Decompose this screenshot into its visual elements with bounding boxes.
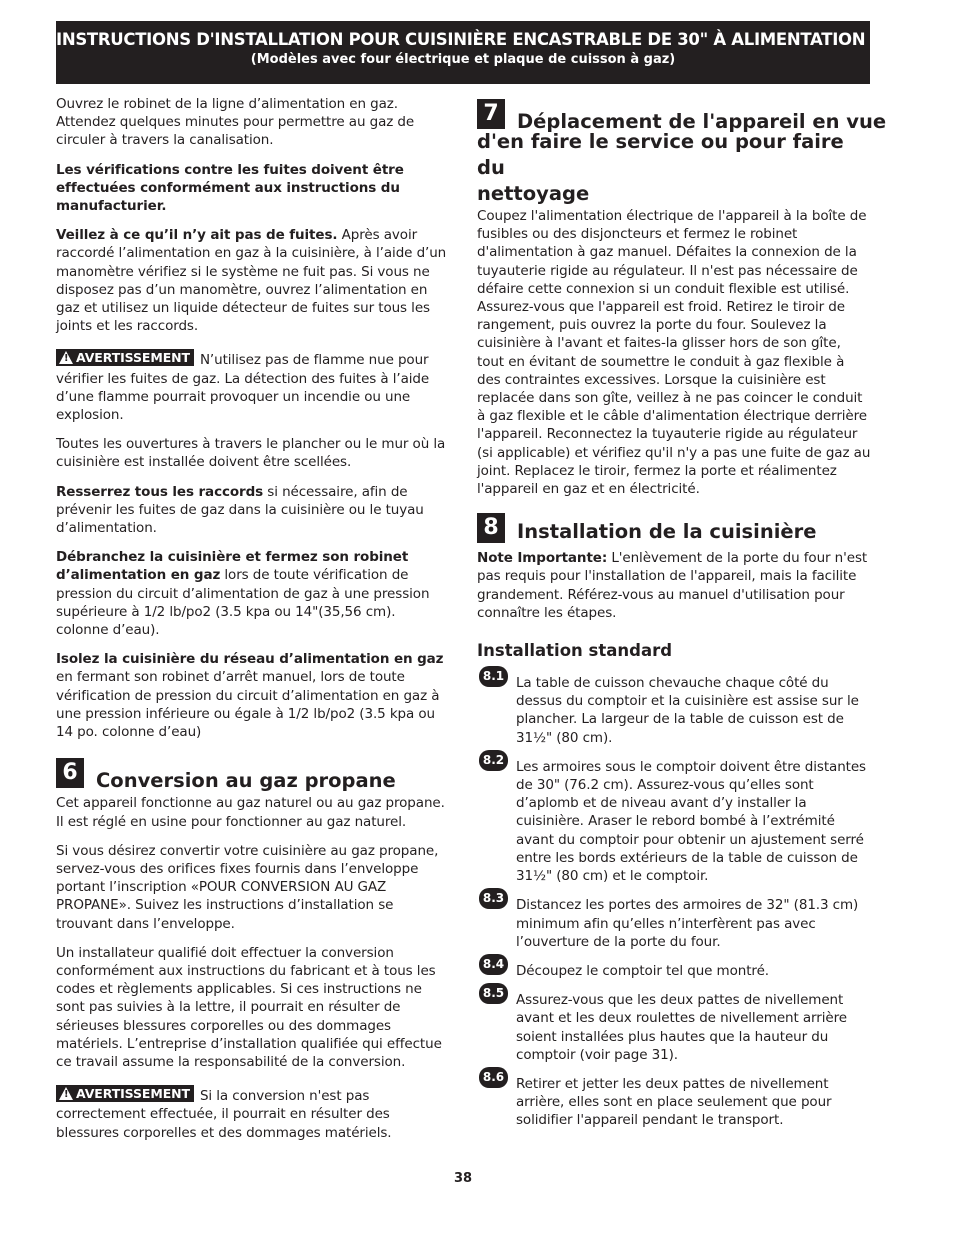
warning-triangle-icon: ! xyxy=(59,351,73,364)
section-7-title-line1: Déplacement de l'appareil en vue xyxy=(517,110,887,133)
tighten-text: si nécessaire, afin de prévenir les fuites de gaz dans la cuisinière ou le tuyau d’alimentation. xyxy=(56,483,424,537)
step-item xyxy=(477,1069,871,1130)
section-6-heading xyxy=(56,758,450,794)
step-number-badge: 8.3 xyxy=(479,888,508,909)
warning-badge: ! AVERTISSEMENT xyxy=(56,349,194,366)
paragraph-note xyxy=(477,549,871,622)
disconnect-bold: Débranchez la cuisinière et fermez son robinet d’alimentation en gaz xyxy=(56,549,409,584)
section-7-heading xyxy=(477,99,887,207)
no-leaks-text: Après avoir raccordé l’alimentation en gaz à la cuisinière, à l’aide d’un manomètre vérifiez si le système ne fuit pas. Si vous ne disposez pas d’un manomètre, ouvrez l’alimentation en gaz et utilisez un liquide détecteur de fuites sur tous les joints et les raccords. xyxy=(56,227,447,335)
step-number-badge: 8.6 xyxy=(479,1067,508,1088)
paragraph-qualified-installer: Un installateur qualifié doit effectuer la conversion conformément aux instructions du fabricant et à tous les codes et règlements applicables. Si ces instructions ne sont pas suivies à la lettre, il pourrait en résulter de sérieuses blessures corporelles ou des dommages matériels. L’entreprise d’installation qualifiée qui effectue ce travail assume la responsabilité de la conversion. xyxy=(56,944,442,1070)
step-item xyxy=(477,669,871,747)
warning-triangle-icon: ! xyxy=(59,1087,73,1100)
step-number-badge: 8.5 xyxy=(479,983,508,1004)
page-number: 38 xyxy=(453,1171,473,1186)
left-column xyxy=(56,95,450,1153)
step-item xyxy=(477,752,871,885)
paragraph-no-leaks xyxy=(56,226,450,335)
paragraph-open-valve: Ouvrez le robinet de la ligne d’alimentation en gaz. Attendez quelques minutes pour permettre au gaz de circuler à travers la canalisation. xyxy=(56,96,415,149)
disconnect-text: lors de toute vérification de pression du circuit d’alimentation de gaz à une pression supérieure à 1/2 lb/po2 (3.5 kpa ou 14"(35,56 cm). colonne d’eau). xyxy=(56,567,430,639)
warning-flame-text: N’utilisez pas de flamme nue pour vérifier les fuites de gaz. La détection des fuites à l’aide d’une flamme pourrait provoquer un incendie ou une explosion. xyxy=(56,352,430,424)
header-title: INSTRUCTIONS D'INSTALLATION POUR CUISINIÈRE ENCASTRABLE DE 30" À ALIMENTATION MIXTE xyxy=(56,30,928,49)
section-8-title: Installation de la cuisinière xyxy=(517,520,817,544)
header-subtitle: (Modèles avec four électrique et plaque de cuisson à gaz) xyxy=(250,52,676,67)
paragraph-gas-type: Cet appareil fonctionne au gaz naturel ou au gaz propane. Il est réglé en usine pour fonctionner au gaz naturel. xyxy=(56,795,445,830)
section-7-number: 7 xyxy=(477,99,505,129)
paragraph-openings-sealed: Toutes les ouvertures à travers le plancher ou le mur où la cuisinière est installée doivent être scellées. xyxy=(56,436,446,471)
paragraph-convert: Si vous désirez convertir votre cuisinière au gaz propane, servez-vous des orifices fixes fournis dans l’enveloppe portant l’inscription «POUR CONVERSION AU GAZ PROPANE». Suivez les instructions d’installation se trouvant dans l’enveloppe. xyxy=(56,842,439,932)
paragraph-disconnect xyxy=(56,548,450,639)
paragraph-move-appliance: Coupez l'alimentation électrique de l'appareil à la boîte de fusibles ou des disjoncteurs et fermez le robinet d'alimentation à gaz manuel. Défaites la connexion de la tuyauterie rigide au régulateur. Il n'est pas nécessaire de défaire cette connexion si un conduit flexible est utilisé. Assurez-vous que l'appareil est froid. Retirez le tiroir de rangement, puis ouvrez la porte du four. Soulevez la cuisinière à l'avant et faites-la glisser hors de son gîte, tout en évitant de soumettre le conduit à gaz flexible à des contraintes excessives. Lorsque la cuisinière est replacée dans son gîte, veillez à ne pas coincer le conduit à gaz flexible et le câble d'alimentation électrique derrière l'appareil. Reconnectez la tuyauterie rigide au régulateur (si applicable) et vérifiez qu'il n'y a pas une fuite de gaz au joint. Replacez le tiroir, fermez la porte et réalimentez l'appareil en gaz et en électricité. xyxy=(477,208,871,498)
paragraph-leak-checks: Les vérifications contre les fuites doivent être effectuées conformément aux instructions du manufacturier. xyxy=(56,161,404,215)
step-item xyxy=(477,986,871,1064)
step-number-badge: 8.2 xyxy=(479,750,508,771)
no-leaks-bold: Veillez à ce qu’il n’y ait pas de fuites. xyxy=(56,227,338,244)
right-column xyxy=(477,99,887,1141)
section-8-number: 8 xyxy=(477,513,505,543)
step-number-badge: 8.4 xyxy=(479,954,508,975)
note-bold: Note Importante: xyxy=(477,550,608,567)
isolate-bold: Isolez la cuisinière du réseau d’alimentation en gaz xyxy=(56,651,444,668)
step-text: Assurez-vous que les deux pattes de nivellement avant et les deux roulettes de nivellement arrière soient installées plus hautes que la hauteur du comptoir (voir page 31). xyxy=(516,992,847,1063)
section-7-title-line3: nettoyage xyxy=(477,182,590,205)
section-6-number: 6 xyxy=(56,758,84,788)
paragraph-tighten xyxy=(56,483,450,538)
step-text: Distancez les portes des armoires de 32" (81.3 cm) minimum afin qu’elles n’interfèrent pas avec l’ouverture de la porte du four. xyxy=(516,897,859,950)
section-6-title: Conversion au gaz propane xyxy=(96,769,396,793)
tighten-bold: Resserrez tous les raccords xyxy=(56,483,264,500)
warning-conversion-text: Si la conversion n'est pas correctement effectuée, il pourrait en résulter des blessures corporelles et des dommages matériels. xyxy=(56,1088,392,1141)
section-7-title-line2: d'en faire le service ou pour faire du xyxy=(477,130,844,179)
step-item xyxy=(477,956,871,980)
page-header xyxy=(56,21,928,84)
step-text: Retirer et jetter les deux pattes de nivellement arrière, elles sont en place seulement que pour solidifier l'appareil pendant le transport. xyxy=(516,1075,832,1129)
warning-paragraph-flame xyxy=(56,349,450,424)
paragraph-isolate xyxy=(56,650,450,741)
subheading-standard-installation: Installation standard xyxy=(477,641,673,661)
step-text: Les armoires sous le comptoir doivent être distantes de 30" (76.2 cm). Assurez-vous qu’elles sont d’aplomb et de niveau avant d’y installer la cuisinière. Araser le rebord bombé à l’extrémité avant du comptoir pour obtenir un ajustement serré entre les bords extérieurs de la table de cuisson de 31½" (80 cm) et le comptoir. xyxy=(516,758,866,885)
note-text: L'enlèvement de la porte du four n'est pas requis pour l'installation de l'appareil, mais la facilite grandement. Référez-vous au manuel d'utilisation pour connaître les étapes. xyxy=(477,550,868,621)
step-number-badge: 8.1 xyxy=(479,666,508,687)
step-text: Découpez le comptoir tel que montré. xyxy=(516,962,769,979)
warning-paragraph-conversion xyxy=(56,1085,450,1142)
warning-badge: ! AVERTISSEMENT xyxy=(56,1085,194,1102)
step-text: La table de cuisson chevauche chaque côté du dessus du comptoir et la cuisinière est assise sur le plancher. La largeur de la table de cuisson est de 31½" (80 cm). xyxy=(516,675,859,746)
section-8-heading xyxy=(477,513,871,549)
isolate-text: en fermant son robinet d’arrêt manuel, lors de toute vérification de pression du circuit d’alimentation en gaz à une pression inférieure ou égale à 1/2 lb/po2 (3.5 kpa ou 14 po. colonne d’eau) xyxy=(56,669,440,741)
step-item xyxy=(477,891,871,951)
